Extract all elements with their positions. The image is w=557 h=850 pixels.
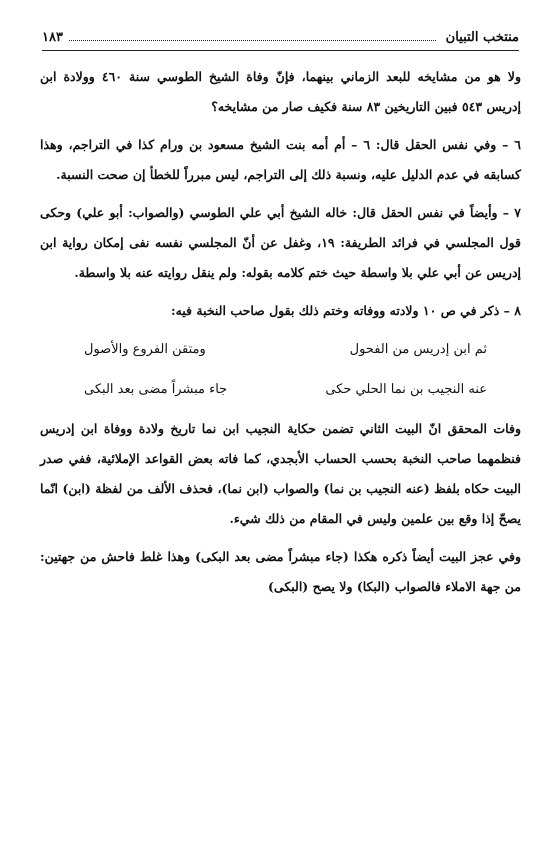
book-title: منتخب التبيان (445, 30, 519, 45)
header-leader-dots (69, 39, 436, 41)
page-number: ١٨٣ (42, 30, 63, 45)
verse-line (40, 334, 521, 366)
page-body (40, 62, 521, 610)
paragraph: ٨ – ذكر في ص ١٠ ولادته ووفاته وختم ذلك بقول صاحب النخبة فيه: (170, 303, 521, 318)
verse-first-hemistich: ثم ابن إدريس من الفحول (349, 342, 487, 357)
verse-line (40, 374, 521, 406)
running-header (42, 30, 519, 50)
header-rule (42, 50, 519, 51)
paragraph: ٧ – وأيضاً في نفس الحقل قال: خاله الشيخ أبي علي الطوسي (والصواب: أبو علي) وحكى قول المجلسي في فرائد الطريفة: ١٩، وغفل عن أنّ المجلسي نفسه نفى إمكان رواية ابن إدريس عن أبي علي بلا واسطة حيث ختم كلامه بقوله: ولم ينقل روايته عنه بلا واسطة. (40, 205, 521, 280)
paragraph: ٦ – وفي نفس الحقل قال: ٦ – أم أمه بنت الشيخ مسعود بن ورام كذا في التراجم، وهذا كسابقه في عدم الدليل عليه، ونسبة ذلك إلى التراجم، ليس مبرراً للخطأ إن صحت النسبة. (40, 137, 522, 182)
paragraph: وفات المحقق انّ البيت الثاني تضمن حكاية النجيب ابن نما تاريخ ولادة ووفاة ابن إدريس فنظمهما صاحب النخبة بحسب الحساب الأبجدي، كما فاته بعض القواعد الإملائية، ففي صدر البيت حكاه بلفظ (عنه النجيب بن نما) والصواب (ابن نما)، فحذف الألف من لفظة (ابن) انّما يصحّ إذا وقع بين علمين وليس في المقام من ذلك شيء. (40, 421, 521, 526)
verse-second-hemistich: جاء مبشراً مضى بعد البكى (84, 382, 228, 397)
paragraph: ولا هو من مشايخه للبعد الزماني بينهما، فإنّ وفاة الشيخ الطوسي سنة ٤٦٠ وولادة ابن إدريس ٥٤٣ فبين التاريخين ٨٣ سنة فكيف صار من مشايخه؟ (40, 69, 521, 114)
verse-second-hemistich: ومتقن الفروع والأصول (84, 342, 206, 357)
verse-first-hemistich: عنه النجيب بن نما الحلي حكى (325, 382, 487, 397)
paragraph: وفي عجز البيت أيضاً ذكره هكذا (جاء مبشراً مضى بعد البكى) وهذا غلط فاحش من جهتين: من جهة الاملاء فالصواب (البكا) ولا يصح (البكى) (40, 549, 521, 594)
